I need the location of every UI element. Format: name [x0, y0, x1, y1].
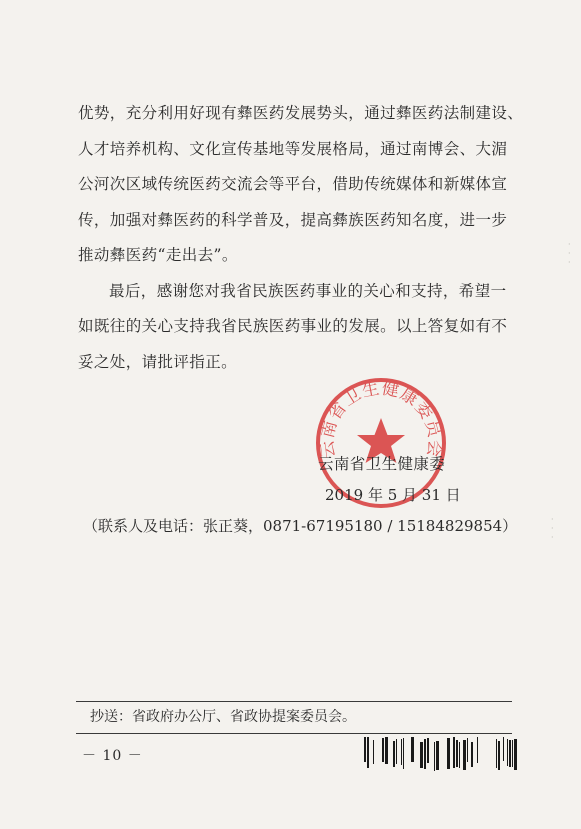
cc-bottom-rule — [76, 733, 512, 734]
barcode-bar — [403, 738, 404, 769]
barcode-bar — [411, 737, 414, 762]
barcode-bar — [401, 739, 402, 765]
punch-mark-upper: · · · — [568, 240, 571, 267]
punch-mark-lower: · · · — [551, 515, 554, 542]
barcode-bar — [503, 737, 504, 761]
cc-line: 抄送：省政府办公厅、省政协提案委员会。 — [90, 709, 356, 725]
date: 2019 年 5 月 31 日 — [325, 486, 461, 504]
barcode-bar — [459, 742, 460, 768]
paragraph-1-line-5: 推动彝医药“走出去”。 — [78, 246, 238, 264]
barcode-icon — [362, 735, 520, 771]
paragraph-1-line-1: 优势，充分利用好现有彝医药发展势头，通过彝医药法制建设、 — [78, 104, 524, 122]
barcode-bar — [420, 742, 423, 768]
signer: 云南省卫生健康委 — [318, 455, 446, 473]
barcode-bar — [456, 740, 458, 767]
barcode-bar — [424, 739, 426, 769]
barcode-bar — [373, 740, 374, 764]
paragraph-1-line-4: 传，加强对彝医药的科学普及，提高彝族医药知名度，进一步 — [78, 210, 508, 229]
barcode-bar — [467, 738, 468, 762]
paragraph-2-line-3: 妥之处，请批评指正。 — [78, 352, 238, 371]
paragraph-2-line-1: 最后，感谢您对我省民族医药事业的关心和支持，希望一 — [109, 281, 507, 300]
paragraph-2-line-2: 如既往的关心支持我省民族医药事业的发展。以上答复如有不 — [78, 317, 508, 335]
barcode-bar — [436, 741, 439, 770]
barcode-bar — [393, 741, 395, 767]
barcode-bar — [498, 741, 500, 770]
barcode-bar — [463, 740, 466, 770]
barcode-bar — [477, 737, 478, 763]
barcode-bar — [382, 738, 384, 762]
paragraph-1-line-2: 人才培养机构、文化宣传基地等发展格局，通过南博会、大湄 — [78, 139, 508, 158]
contact-info: （联系人及电话：张正葵，0871-67195180 / 15184829854） — [83, 517, 518, 535]
barcode-bar — [396, 739, 397, 764]
body-text — [78, 96, 524, 380]
page-number: － 10 － — [82, 748, 143, 764]
barcode-bar — [385, 737, 388, 764]
barcode-bar — [434, 742, 435, 771]
barcode-bar — [514, 739, 517, 770]
barcode-bar — [453, 737, 455, 768]
barcode-bar — [509, 740, 511, 767]
barcode-bar — [367, 737, 369, 768]
barcode-bar — [364, 737, 366, 762]
cc-top-rule — [76, 701, 512, 702]
seal-text: 云南省卫生健康委员会 — [317, 378, 445, 459]
barcode-bar — [471, 742, 473, 767]
barcode-bar — [507, 739, 508, 766]
barcode-bar — [496, 739, 497, 768]
barcode-bar — [512, 740, 513, 767]
barcode-bar — [447, 738, 450, 769]
paragraph-1-line-3: 公河次区域传统医药交流会等平台，借助传统媒体和新媒体宣 — [78, 175, 508, 193]
barcode-bar — [427, 738, 429, 763]
